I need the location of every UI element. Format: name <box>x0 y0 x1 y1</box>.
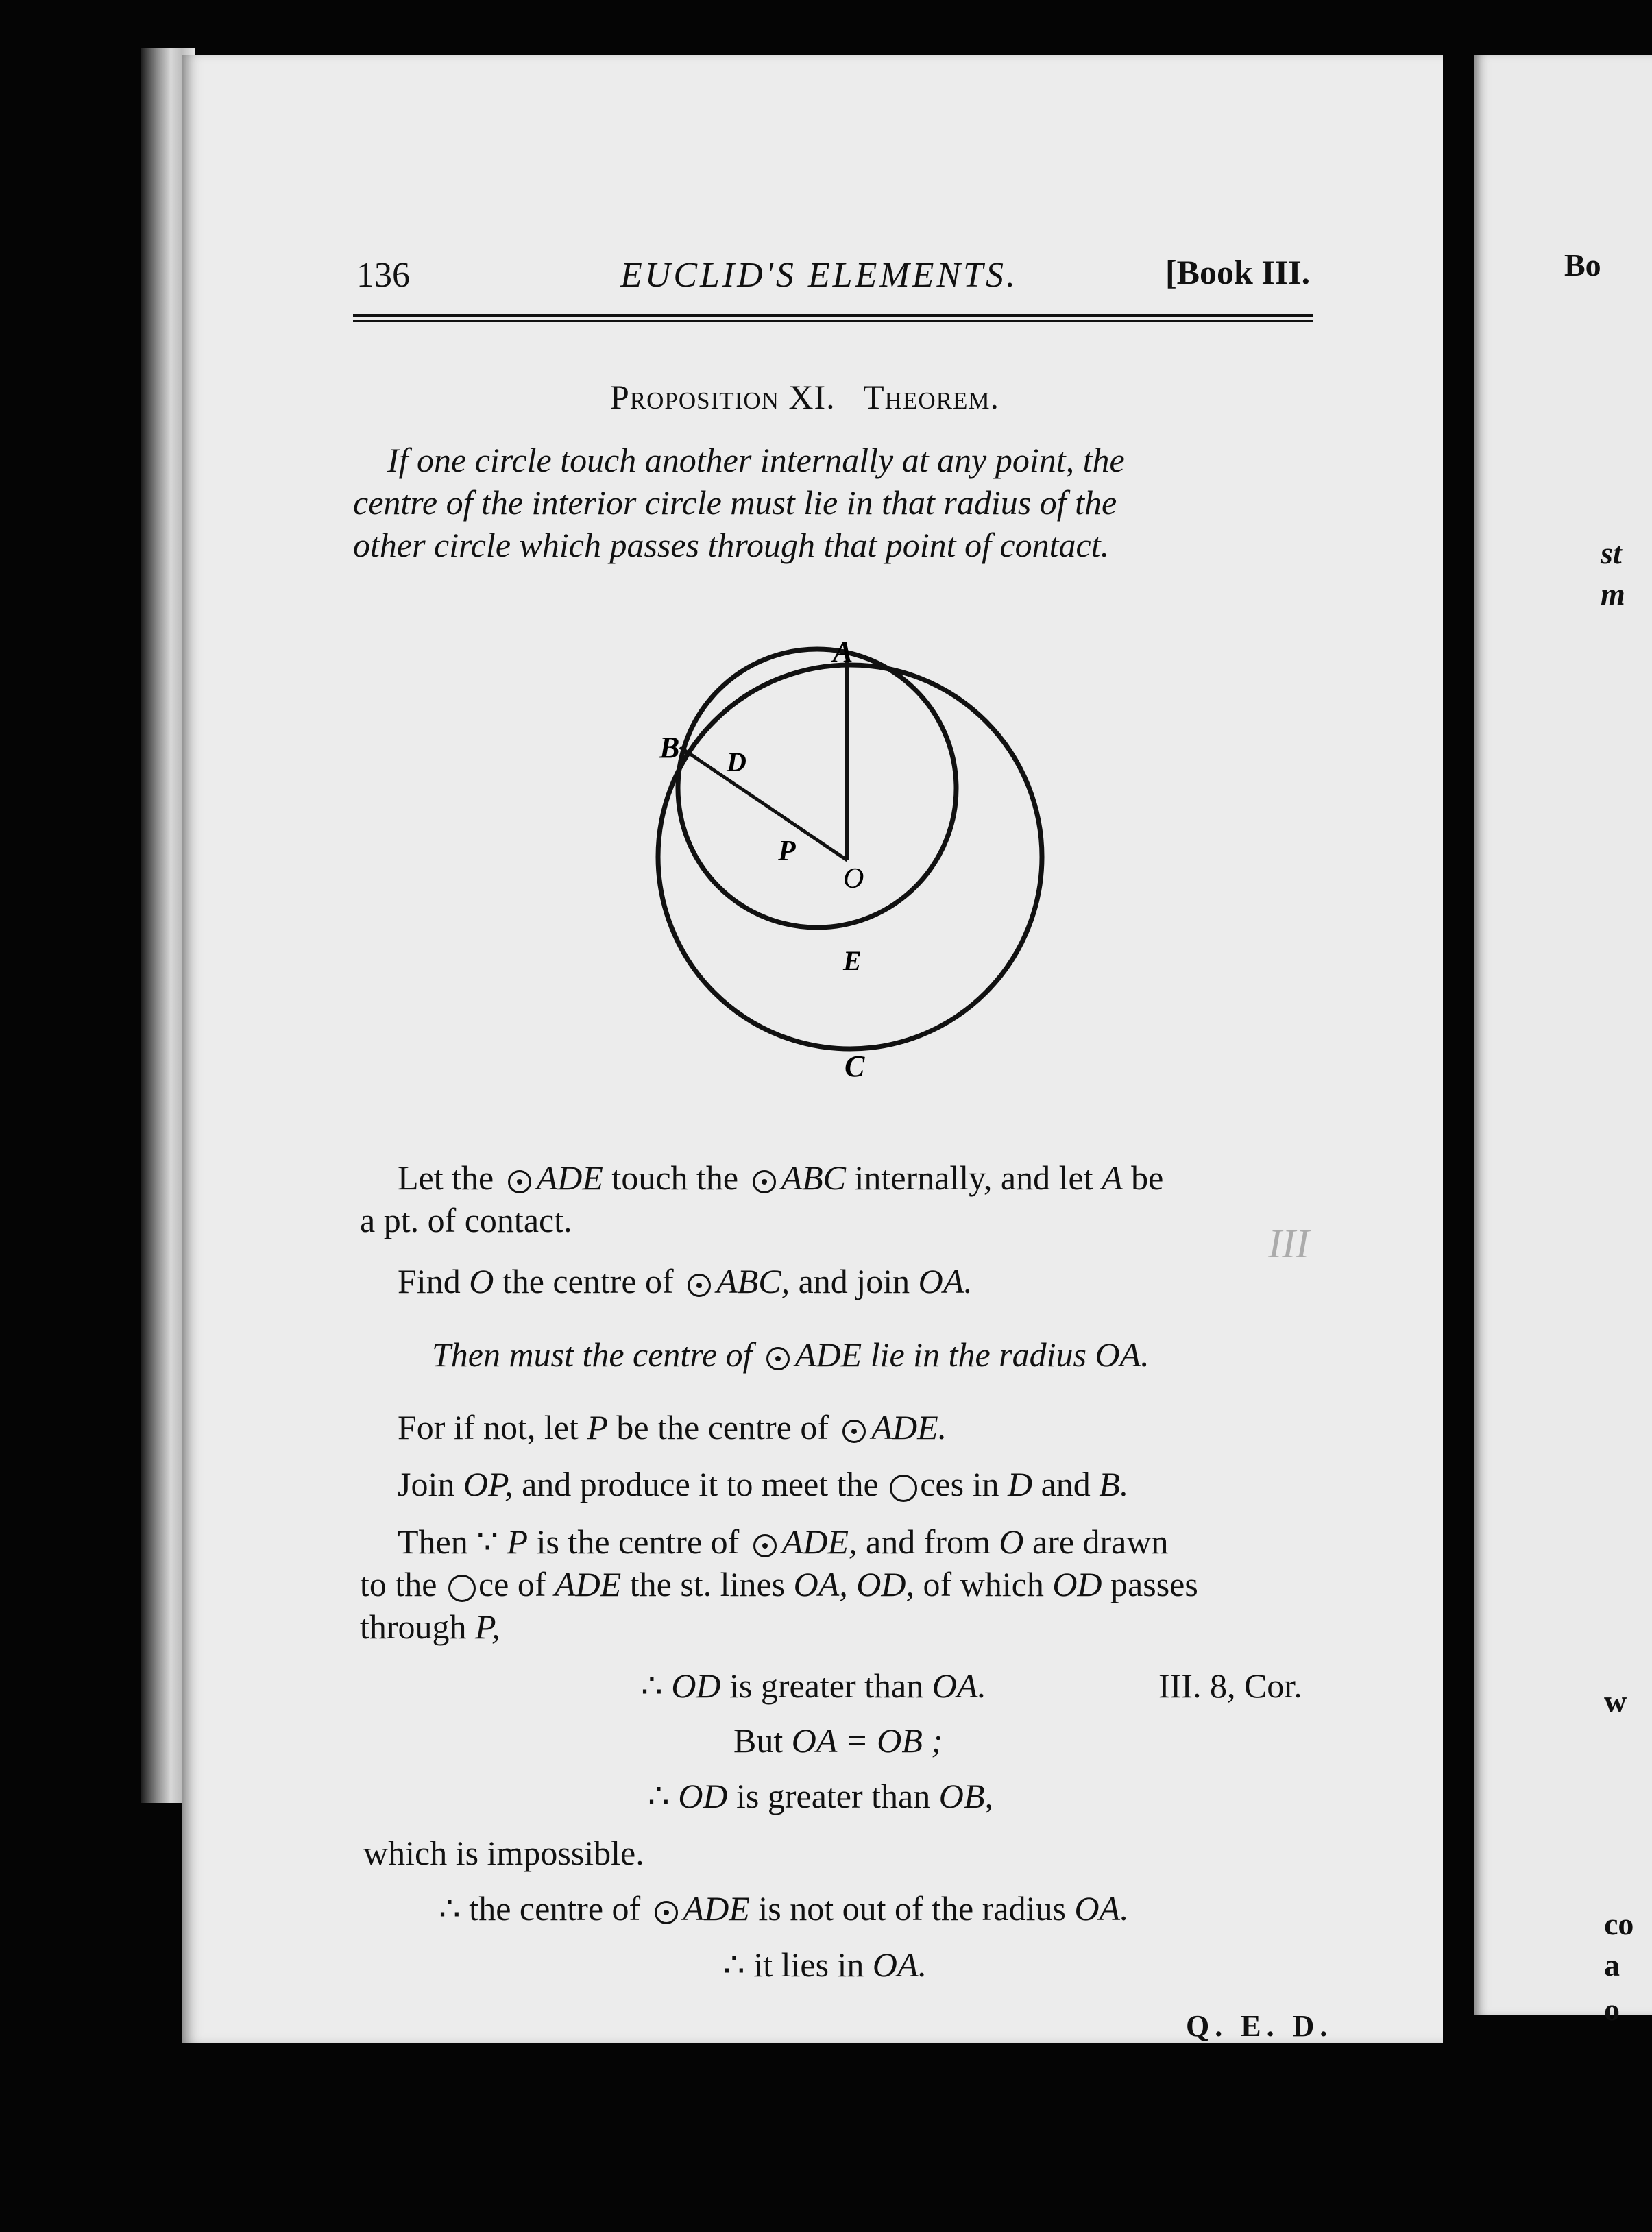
text: Then must the centre of <box>432 1335 753 1374</box>
proof-line-4 <box>432 1333 1150 1376</box>
facing-text-fragment: o <box>1604 1992 1620 2027</box>
qed-mark: Q. E. D. <box>1186 2009 1333 2043</box>
proof-line-10 <box>641 1664 986 1707</box>
text: of which <box>923 1565 1044 1603</box>
text: B. <box>1099 1465 1129 1503</box>
text: passes <box>1110 1565 1198 1603</box>
text: Then ∵ <box>398 1523 499 1561</box>
proof-line-3 <box>398 1260 973 1302</box>
text: and produce it to meet the <box>522 1465 879 1503</box>
text: For if not, let <box>398 1408 579 1446</box>
text: ADE <box>555 1565 622 1603</box>
text: OB, <box>938 1777 993 1815</box>
text: OD <box>678 1777 728 1815</box>
proof-line-1 <box>398 1156 1163 1199</box>
circumference-symbol-icon <box>890 1475 917 1502</box>
text: P, <box>475 1608 500 1646</box>
label-o: O <box>843 863 864 895</box>
circle-symbol-icon <box>766 1347 790 1370</box>
running-title: EUCLID'S ELEMENTS. <box>620 256 1019 295</box>
text: through <box>360 1608 467 1646</box>
text: OD <box>671 1666 721 1705</box>
text: OA, OD, <box>793 1565 914 1603</box>
facing-text-fragment: a <box>1604 1948 1620 1982</box>
proof-line-7 <box>398 1520 1169 1563</box>
text: ces in <box>920 1465 999 1503</box>
text: and <box>1041 1465 1091 1503</box>
text: is greater than <box>729 1666 924 1705</box>
text: OD <box>1052 1565 1102 1603</box>
text: to the <box>360 1565 437 1603</box>
label-p: P <box>778 836 796 867</box>
proposition-number: Proposition XI. <box>610 378 836 416</box>
text: ABC, <box>716 1262 790 1300</box>
text: ADE <box>536 1159 603 1197</box>
text: P <box>587 1408 608 1446</box>
text: OA. <box>918 1262 973 1300</box>
enunciation-line-1: If one circle touch another internally at any point, the <box>387 441 1125 479</box>
facing-text-fragment: w <box>1604 1684 1627 1719</box>
circle-symbol-icon <box>753 1170 776 1193</box>
text: Let the <box>398 1159 494 1197</box>
text: and from <box>866 1523 991 1561</box>
text: OP, <box>463 1465 513 1503</box>
circle-symbol-icon <box>688 1274 711 1297</box>
text: ∴ <box>648 1777 670 1815</box>
text: and join <box>798 1262 910 1300</box>
proof-line-14 <box>439 1887 1129 1930</box>
enunciation-line-2: centre of the interior circle must lie in that radius of the <box>353 483 1117 522</box>
inner-circle-ade <box>678 649 956 927</box>
facing-text-fragment: m <box>1601 577 1625 611</box>
facing-text-fragment: st <box>1601 535 1622 570</box>
proof-line-8 <box>360 1563 1198 1605</box>
text: the st. lines <box>629 1565 786 1603</box>
circle-symbol-icon <box>753 1534 777 1557</box>
label-c: C <box>845 1050 865 1083</box>
proposition-title <box>610 377 999 417</box>
text: ADE <box>683 1889 750 1928</box>
circle-symbol-icon <box>508 1170 531 1193</box>
outer-circle-abc <box>658 665 1042 1049</box>
header-rule-thin <box>353 320 1313 322</box>
text: D <box>1007 1465 1033 1503</box>
proof-reference: III. 8, Cor. <box>1158 1666 1302 1705</box>
circumference-symbol-icon <box>448 1575 476 1602</box>
header-rule <box>353 314 1313 317</box>
text: touch the <box>611 1159 739 1197</box>
text: O <box>469 1262 494 1300</box>
text: the centre of <box>502 1262 674 1300</box>
text: ADE. <box>871 1408 947 1446</box>
text: ADE, <box>781 1523 858 1561</box>
text: ∴ the centre of <box>439 1889 641 1928</box>
text: is not out of the radius <box>758 1889 1066 1928</box>
text: be <box>1131 1159 1164 1197</box>
proof-line-9 <box>360 1605 500 1648</box>
text: But <box>733 1721 784 1760</box>
text: ∴ it lies in <box>723 1945 864 1984</box>
enunciation-line-3: other circle which passes through that point of contact. <box>353 526 1110 564</box>
text: ∴ <box>641 1666 663 1705</box>
proof-line-11 <box>733 1719 943 1762</box>
text: OA. <box>872 1945 927 1984</box>
text: OA. <box>1074 1889 1129 1928</box>
text: is the centre of <box>536 1523 740 1561</box>
text: O <box>999 1523 1024 1561</box>
proposition-kind: Theorem. <box>863 378 999 416</box>
facing-page <box>1474 55 1652 2015</box>
label-b: B <box>659 731 680 764</box>
proof-line-2: a pt. of contact. <box>360 1201 572 1239</box>
label-a: A <box>833 635 853 668</box>
facing-text-fragment: co <box>1604 1906 1634 1941</box>
circle-symbol-icon <box>655 1901 678 1924</box>
proposition-diagram <box>644 627 1069 1100</box>
text: internally, and let <box>854 1159 1093 1197</box>
text: Join <box>398 1465 455 1503</box>
text: ADE lie in the radius OA. <box>795 1335 1150 1374</box>
proof-line-5 <box>398 1406 947 1448</box>
text: P <box>507 1523 529 1561</box>
text: ce of <box>478 1565 546 1603</box>
label-d: D <box>727 747 746 777</box>
text: Find <box>398 1262 461 1300</box>
page-number: 136 <box>356 256 410 295</box>
text: be the centre of <box>616 1408 829 1446</box>
label-e: E <box>843 945 862 976</box>
text: A <box>1102 1159 1123 1197</box>
text: is greater than <box>736 1777 931 1815</box>
proof-line-13: which is impossible. <box>363 1834 644 1872</box>
text: OA = OB ; <box>791 1721 943 1760</box>
proof-line-12 <box>648 1775 993 1817</box>
margin-annotation: III <box>1268 1221 1309 1266</box>
book-label: [Book III. <box>1165 253 1311 291</box>
text: ABC <box>781 1159 847 1197</box>
line-obp <box>680 747 847 860</box>
text: OA. <box>932 1666 986 1705</box>
proof-line-15 <box>723 1943 927 1986</box>
circle-symbol-icon <box>842 1420 866 1443</box>
facing-header-fragment: Bo <box>1564 247 1601 282</box>
proof-line-6 <box>398 1463 1128 1505</box>
text: are drawn <box>1032 1523 1169 1561</box>
